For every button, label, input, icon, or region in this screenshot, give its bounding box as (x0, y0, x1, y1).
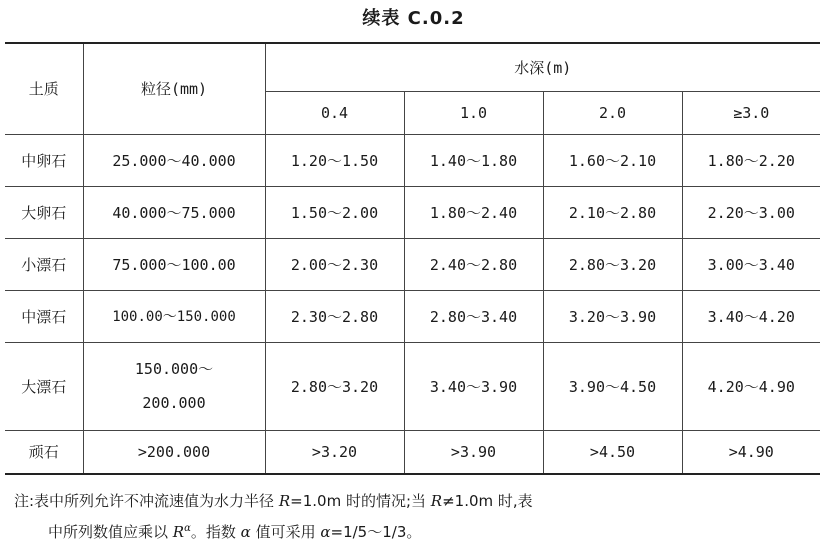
note-text: =1.0m 时的情况;当 (290, 492, 426, 510)
note-line-1 (14, 488, 814, 515)
velocity-table (5, 42, 820, 475)
table-row (5, 342, 820, 430)
velocity-cell: >3.20 (265, 430, 404, 474)
note-symbol-r: R (172, 523, 185, 541)
header-grain-size: 粒径(mm) (83, 43, 265, 134)
note-text: 值可采用 (255, 523, 316, 541)
velocity-cell: 2.00～2.30 (265, 238, 404, 290)
note-text: =1/5～1/3。 (330, 523, 422, 541)
note-symbol-r: R (430, 492, 443, 510)
velocity-cell: 2.80～3.40 (404, 290, 543, 342)
note-text: 。指数 (190, 523, 236, 541)
note-symbol-alpha: α (320, 523, 331, 541)
header-depth-cell: ≥3.0 (682, 91, 820, 134)
velocity-cell: 3.90～4.50 (543, 342, 682, 430)
size-cell: 25.000～40.000 (83, 134, 265, 186)
velocity-cell: 2.80～3.20 (543, 238, 682, 290)
soil-cell: 顽石 (5, 430, 83, 474)
velocity-cell: 1.80～2.40 (404, 186, 543, 238)
velocity-cell: 3.00～3.40 (682, 238, 820, 290)
table-title: 续表 C.0.2 (362, 8, 465, 29)
velocity-cell: 1.40～1.80 (404, 134, 543, 186)
header-soil: 土质 (5, 43, 83, 134)
table-row (5, 186, 820, 238)
soil-cell: 中卵石 (5, 134, 83, 186)
size-line-2: 200.000 (142, 394, 206, 412)
velocity-cell: >3.90 (404, 430, 543, 474)
note-symbol-alpha: α (240, 523, 251, 541)
velocity-cell: 3.20～3.90 (543, 290, 682, 342)
table-row (5, 134, 820, 186)
soil-cell: 大漂石 (5, 342, 83, 430)
velocity-cell: 1.50～2.00 (265, 186, 404, 238)
note-text: ≠1.0m 时,表 (442, 492, 533, 510)
velocity-cell: 1.80～2.20 (682, 134, 820, 186)
soil-cell: 大卵石 (5, 186, 83, 238)
velocity-cell: 2.80～3.20 (265, 342, 404, 430)
header-depth-cell: 2.0 (543, 91, 682, 134)
velocity-cell: 4.20～4.90 (682, 342, 820, 430)
soil-cell: 中漂石 (5, 290, 83, 342)
header-depth-cell: 0.4 (265, 91, 404, 134)
velocity-cell: 3.40～3.90 (404, 342, 543, 430)
size-cell: >200.000 (83, 430, 265, 474)
velocity-cell: >4.50 (543, 430, 682, 474)
note-text: 中所列数值应乘以 (48, 523, 169, 541)
header-water-depth: 水深(m) (265, 43, 820, 91)
note-line-2 (14, 515, 814, 546)
table-note (14, 488, 814, 546)
header-depth-cell: 1.0 (404, 91, 543, 134)
size-cell: 100.00～150.000 (83, 290, 265, 342)
size-cell (83, 342, 265, 430)
note-text: 注:表中所列允许不冲流速值为水力半径 (14, 492, 275, 510)
velocity-cell: 2.10～2.80 (543, 186, 682, 238)
velocity-cell: 2.40～2.80 (404, 238, 543, 290)
size-cell: 40.000～75.000 (83, 186, 265, 238)
note-symbol-r: R (278, 492, 291, 510)
velocity-cell: 1.20～1.50 (265, 134, 404, 186)
size-line-1: 150.000～ (134, 360, 214, 378)
velocity-cell: >4.90 (682, 430, 820, 474)
table-row (5, 290, 820, 342)
note-exponent: α (184, 523, 191, 534)
velocity-cell: 2.30～2.80 (265, 290, 404, 342)
velocity-cell: 3.40～4.20 (682, 290, 820, 342)
table-row (5, 430, 820, 474)
size-cell: 75.000～100.00 (83, 238, 265, 290)
velocity-cell: 2.20～3.00 (682, 186, 820, 238)
table-row (5, 238, 820, 290)
velocity-cell: 1.60～2.10 (543, 134, 682, 186)
soil-cell: 小漂石 (5, 238, 83, 290)
